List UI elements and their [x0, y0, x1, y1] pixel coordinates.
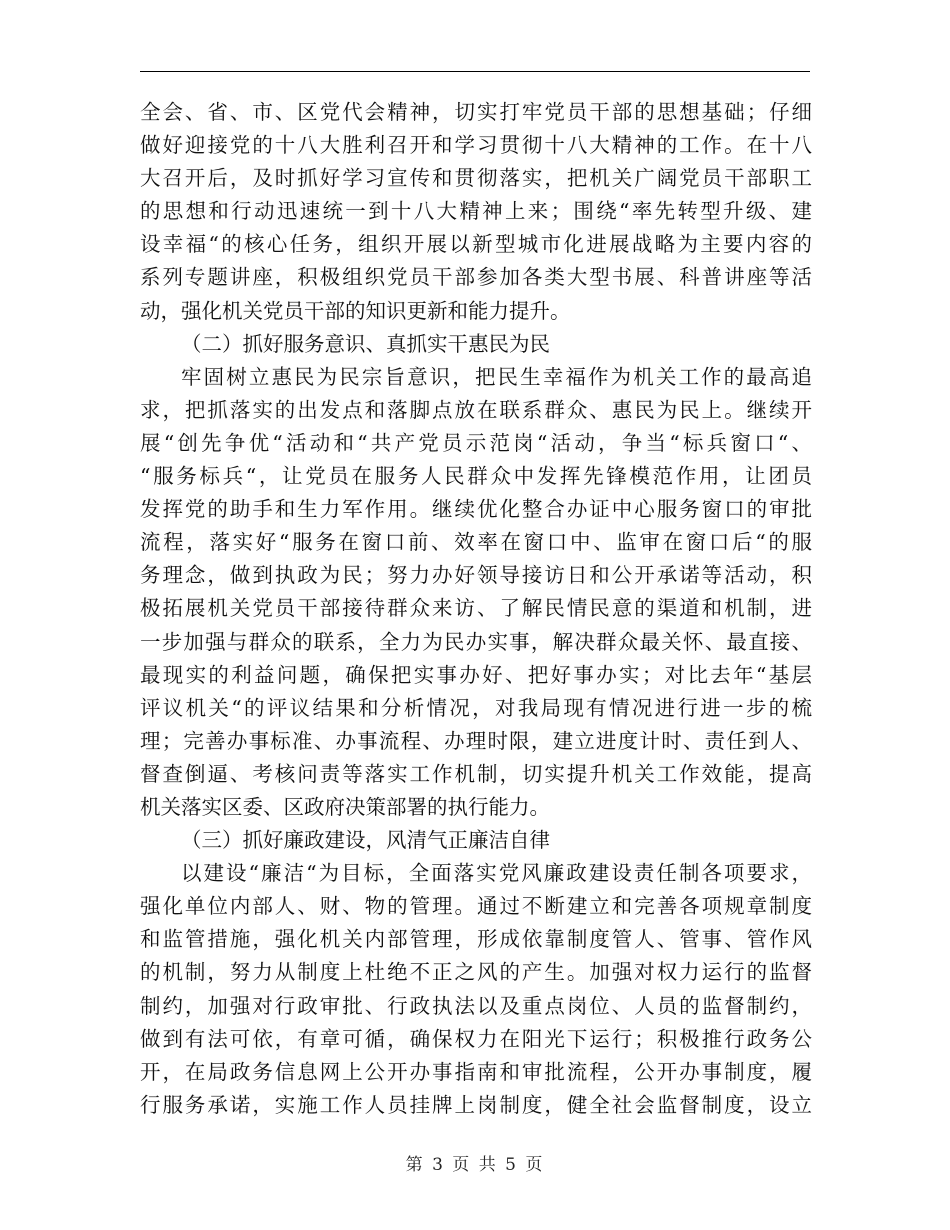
body-line: 发挥党的助手和生力军作用。继续优化整合办证中心服务窗口的审批 [140, 497, 812, 522]
body-line: 展“创先争优“活动和“共产党员示范岗“活动，争当“标兵窗口“、 [140, 430, 812, 455]
body-line: 做到有法可依，有章可循，确保权力在阳光下运行；积极推行政务公 [140, 1026, 812, 1051]
body-line: 最现实的利益问题，确保把实事办好、把好事办实；对比去年“基层 [140, 662, 812, 687]
body-line: “服务标兵“，让党员在服务人民群众中发挥先锋模范作用，让团员 [140, 464, 812, 489]
body-line: 系列专题讲座，积极组织党员干部参加各类大型书展、科普讲座等活 [140, 265, 812, 290]
body-line: 强化单位内部人、财、物的管理。通过不断建立和完善各项规章制度 [140, 894, 812, 919]
body-line: 评议机关“的评议结果和分析情况，对我局现有情况进行进一步的梳 [140, 695, 812, 720]
body-line: 一步加强与群众的联系，全力为民办实事，解决群众最关怀、最直接、 [140, 629, 812, 654]
section-heading: （二）抓好服务意识、真抓实干惠民为民 [181, 331, 550, 356]
body-line: 设幸福“的核心任务，组织开展以新型城市化进展战略为主要内容的 [140, 232, 812, 257]
page-number-footer: 第 3 页 共 5 页 [405, 1155, 545, 1175]
body-line: 求，把抓落实的出发点和落脚点放在联系群众、惠民为民上。继续开 [140, 397, 812, 422]
body-line: 理；完善办事标准、办事流程、办理时限，建立进度计时、责任到人、 [140, 728, 812, 753]
body-line: 动，强化机关党员干部的知识更新和能力提升。 [140, 298, 571, 323]
body-line: 机关落实区委、区政府决策部署的执行能力。 [140, 794, 550, 819]
body-line: 开，在局政务信息网上公开办事指南和审批流程，公开办事制度，履 [140, 1059, 812, 1084]
body-line: 和监管措施，强化机关内部管理，形成依靠制度管人、管事、管作风 [140, 927, 812, 952]
body-line: 制约，加强对行政审批、行政执法以及重点岗位、人员的监督制约， [140, 993, 812, 1018]
body-line: 全会、省、市、区党代会精神，切实打牢党员干部的思想基础；仔细 [140, 100, 812, 124]
body-line: 做好迎接党的十八大胜利召开和学习贯彻十八大精神的工作。在十八 [140, 133, 812, 158]
section-heading: （三）抓好廉政建设，风清气正廉洁自律 [181, 828, 550, 853]
paragraph-first-line: 牢固树立惠民为民宗旨意识，把民生幸福作为机关工作的最高追 [181, 364, 812, 389]
body-line: 督查倒逼、考核问责等落实工作机制，切实提升机关工作效能，提高 [140, 761, 812, 786]
body-line: 的思想和行动迅速统一到十八大精神上来；围绕“率先转型升级、建 [140, 199, 812, 224]
body-line: 务理念，做到执政为民；努力办好领导接访日和公开承诺等活动，积 [140, 563, 812, 588]
body-line: 流程，落实好“服务在窗口前、效率在窗口中、监审在窗口后“的服 [140, 530, 812, 555]
body-line: 极拓展机关党员干部接待群众来访、了解民情民意的渠道和机制，进 [140, 596, 812, 621]
body-line: 的机制，努力从制度上杜绝不正之风的产生。加强对权力运行的监督 [140, 960, 812, 985]
body-line: 行服务承诺，实施工作人员挂牌上岗制度，健全社会监督制度，设立 [140, 1092, 812, 1117]
document-body [140, 96, 812, 1122]
paragraph-first-line: 以建设“廉洁“为目标，全面落实党风廉政建设责任制各项要求， [181, 861, 812, 886]
header-rule [140, 71, 810, 72]
body-line: 大召开后，及时抓好学习宣传和贯彻落实，把机关广阔党员干部职工 [140, 166, 812, 191]
